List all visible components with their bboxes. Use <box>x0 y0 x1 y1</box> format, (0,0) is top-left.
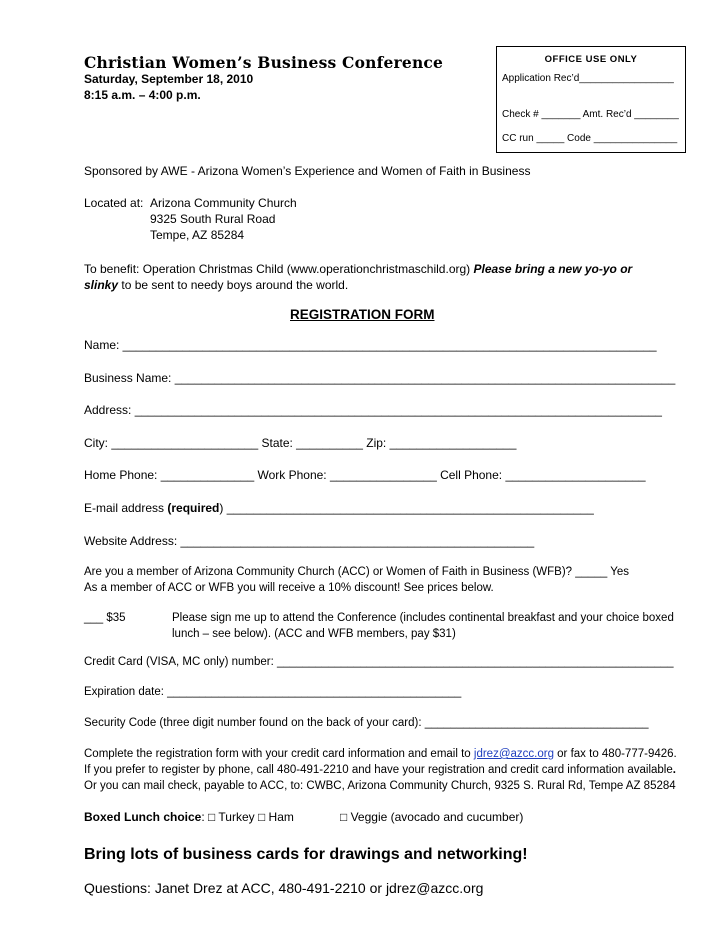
location-city: Tempe, AZ 85284 <box>150 228 245 242</box>
benefit-text: To benefit: Operation Christmas Child (www.operationchristmaschild.org) <box>84 262 474 276</box>
benefit-line-1 <box>84 262 632 276</box>
name-field[interactable]: Name: ________________________________________________________________________________ <box>84 338 657 352</box>
complete-fax: or fax to 480-777-9426. <box>553 748 677 760</box>
conference-time: 8:15 a.m. – 4:00 p.m. <box>84 88 201 102</box>
lunch-choice-label: Boxed Lunch choice <box>84 810 202 824</box>
mail-check-note: Or you can mail check, payable to ACC, to: CWBC, Arizona Community Church, 9325 S. Rural Rd, Tempe AZ 85284 <box>84 780 676 792</box>
benefit-tail: to be sent to needy boys around the world. <box>118 278 349 292</box>
expiration-date-field[interactable]: Expiration date: ______________________________________________ <box>84 686 462 698</box>
registration-email-link[interactable]: jdrez@azcc.org <box>473 748 554 760</box>
email-field[interactable] <box>84 501 594 515</box>
business-cards-note: Bring lots of business cards for drawings and networking! <box>84 846 528 863</box>
application-received-field: Application Rec’d_________________ <box>502 73 674 84</box>
lunch-options-turkey-ham[interactable]: : □ Turkey □ Ham <box>201 810 294 824</box>
member-discount-note: As a member of ACC or WFB you will receive a 10% discount! See prices below. <box>84 582 494 594</box>
website-field[interactable]: Website Address: _____________________________________________________ <box>84 534 535 548</box>
complete-instructions <box>84 748 677 760</box>
check-amount-field: Check # _______ Amt. Rec’d ________ <box>502 109 679 120</box>
questions-contact: Questions: Janet Drez at ACC, 480-491-2210 or jdrez@azcc.org <box>84 880 484 896</box>
phone-registration-period: . <box>672 764 676 776</box>
email-line: ) _______________________________________________________ <box>219 501 594 515</box>
sponsor-line: Sponsored by AWE - Arizona Women’s Experience and Women of Faith in Business <box>84 164 531 178</box>
location-label: Located at: <box>84 196 144 210</box>
address-field[interactable]: Address: _______________________________________________________________________________ <box>84 403 662 417</box>
email-required: (required <box>167 501 220 515</box>
price-checkbox[interactable]: ___ $35 <box>84 612 126 624</box>
benefit-slinky: slinky <box>84 278 119 292</box>
benefit-line-2 <box>84 278 348 292</box>
signup-text-2: lunch – see below). (ACC and WFB members, pay $31) <box>172 628 456 640</box>
conference-date: Saturday, September 18, 2010 <box>84 72 254 86</box>
lunch-option-veggie[interactable]: □ Veggie (avocado and cucumber) <box>340 810 524 824</box>
signup-text-1: Please sign me up to attend the Conference (includes continental breakfast and your choice boxed <box>172 612 674 624</box>
registration-form-heading: REGISTRATION FORM <box>290 307 435 322</box>
conference-title: Christian Women’s Business Conference <box>84 53 444 72</box>
location-street: 9325 South Rural Road <box>150 212 276 226</box>
email-label: E-mail address <box>84 501 168 515</box>
city-state-zip-field[interactable]: City: ______________________ State: __________ Zip: ___________________ <box>84 436 517 450</box>
complete-text: Complete the registration form with your credit card information and email to <box>84 748 474 760</box>
lunch-choice-row <box>84 810 294 824</box>
cc-run-code-field: CC run _____ Code _______________ <box>502 133 678 144</box>
business-name-field[interactable]: Business Name: ___________________________________________________________________________ <box>84 371 676 385</box>
phone-fields[interactable]: Home Phone: ______________ Work Phone: ________________ Cell Phone: _____________________ <box>84 468 646 482</box>
member-question: Are you a member of Arizona Community Church (ACC) or Women of Faith in Business (WFB)? _____ Yes <box>84 566 629 578</box>
security-code-field[interactable]: Security Code (three digit number found on the back of your card): ___________________________________ <box>84 717 649 729</box>
office-use-box <box>496 46 686 153</box>
phone-registration-note <box>84 764 676 776</box>
credit-card-number-field[interactable]: Credit Card (VISA, MC only) number: ______________________________________________________________ <box>84 656 674 668</box>
phone-registration-text: If you prefer to register by phone, call 480-491-2210 and have your registration and credit card information available <box>84 764 673 776</box>
location-name: Arizona Community Church <box>150 196 297 210</box>
benefit-emphasis: Please bring a new yo-yo or <box>473 262 633 276</box>
office-use-heading: OFFICE USE ONLY <box>544 54 638 65</box>
